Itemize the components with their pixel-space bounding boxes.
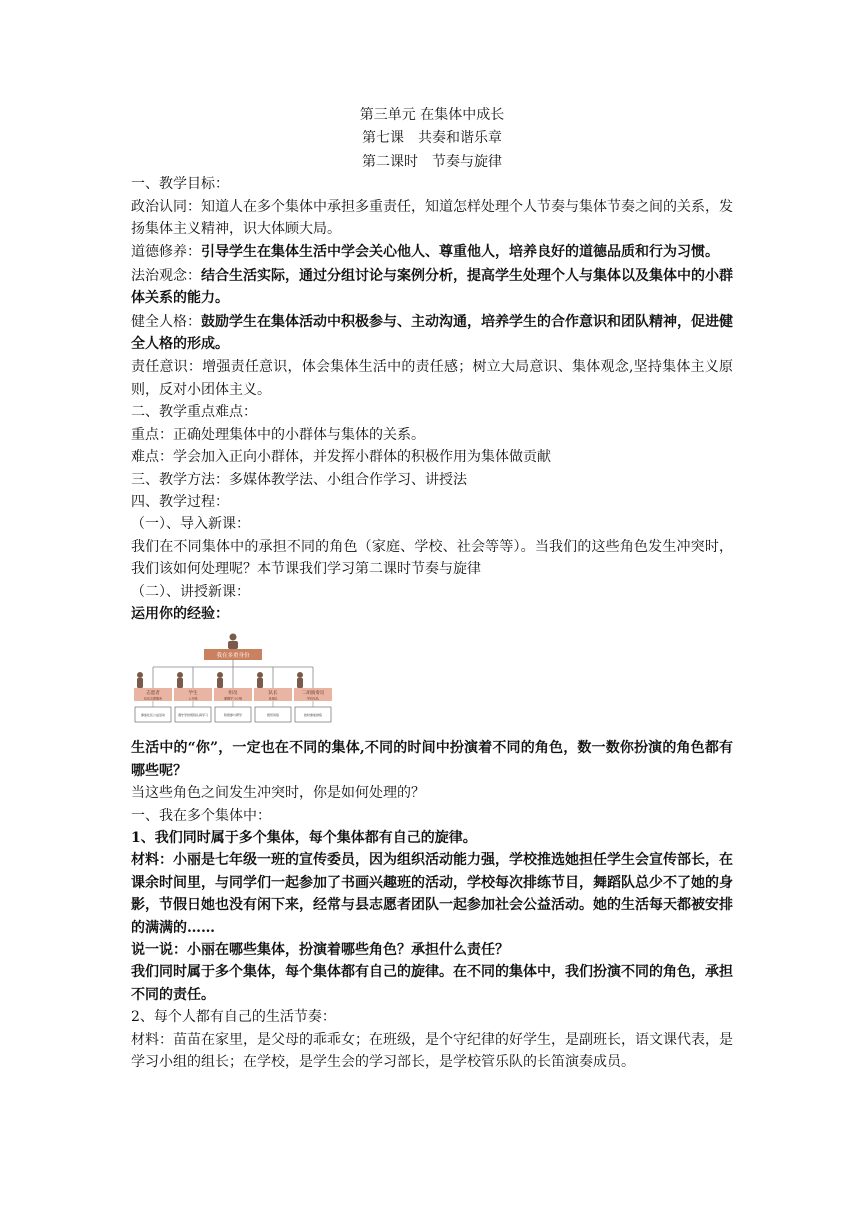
role-1-name: 志愿者: [146, 691, 160, 697]
material-2: 材料：苗苗在家里，是父母的乖乖女；在班级，是个守纪律的好学生，是副班长，语文课代表，是学习小组的组长；在学校，是学生会的学习部长，是学校管乐队的长笛演奏成员。: [131, 1031, 733, 1071]
role-4-name: 队长: [268, 691, 278, 697]
question-roles: 生活中的“你”，一定也在不同的集体,不同的时间中扮演着不同的角色，数一数你扮演的角色都有哪些呢？: [131, 740, 733, 779]
keypoint-difficulty: 难点：学会加入正向小群体，并发挥小群体的积极作用为集体做贡献: [131, 449, 551, 466]
duty-3: 积极参与研学: [223, 713, 243, 718]
keypoint-key: 重点：正确处理集体中的小群体与集体的关系。: [131, 426, 425, 443]
roles-diagram-svg: [131, 631, 336, 731]
keypoints-heading: 二、教学重点难点：: [131, 404, 257, 421]
top-person-head-icon: [230, 634, 237, 641]
duty-5: 按时参加排练: [303, 713, 323, 718]
point-2: 2、每个人都有自己的生活节奏：: [131, 1009, 336, 1026]
role-1-sub: 社区志愿服务: [143, 696, 163, 701]
role-5-name: 二胡演奏员: [301, 691, 325, 697]
section-multiple-groups: 一、我在多个集体中：: [131, 807, 271, 824]
role-1-person-icon: [137, 672, 143, 678]
period-title: 第二课时 节奏与旋律: [362, 153, 502, 170]
objective-moral: 道德修养：引导学生在集体生活中学会关心他人、尊重他人，培养良好的道德品质和行为习惯。: [131, 244, 719, 261]
objective-personality: 健全人格：鼓励学生在集体活动中积极参与、主动沟通，培养学生的合作意识和团队精神，促进健全人格的形成。: [131, 313, 733, 353]
unit-title: 第三单元 在集体中成长: [359, 107, 505, 123]
lesson-title: 第七课 共奏和谐乐章: [362, 130, 502, 147]
methods: 三、教学方法：多媒体教学法、小组合作学习、讲授法: [131, 471, 467, 488]
intro-text: 我们在不同集体中的承担不同的角色（家庭、学校、社会等等）。当我们的这些角色发生冲突时，我们该如何处理呢？本节课我们学习第二课时节奏与旋律: [131, 538, 733, 578]
role-5-sub: 学校乐队: [306, 696, 320, 701]
question-conflict: 当这些角色之间发生冲突时，你是如何处理的？: [131, 785, 425, 802]
objectives-heading: 一、教学目标：: [131, 176, 229, 193]
point-1: 1、我们同时属于多个集体，每个集体都有自己的旋律。: [131, 829, 477, 846]
process-heading: 四、教学过程：: [131, 493, 229, 510]
role-5-person-icon: [297, 672, 303, 678]
top-person-body-icon: [228, 641, 238, 649]
duty-1: 参加社区公益活动: [140, 713, 166, 718]
role-4-sub: 足球队: [268, 696, 278, 701]
duty-2: 遵守学校规则认真学习: [177, 713, 209, 718]
duty-4: 组织训练: [266, 713, 280, 718]
role-3-person-icon: [217, 672, 223, 678]
role-2-sub: 七年级: [188, 696, 198, 701]
role-3-sub: 课题学习小组: [223, 696, 243, 701]
objective-law: 法治观念：结合生活实际，通过分组讨论与案例分析，提高学生处理个人与集体以及集体中的小群体关系的能力。: [131, 267, 733, 307]
material-1: 材料：小丽是七年级一班的宣传委员，因为组织活动能力强，学校推选她担任学生会宣传部长，在课余时间里，与同学们一起参加了书画兴趣班的活动，学校每次排练节目，舞蹈队总少不了她的身影，节假日她也没有闲下来，经常与县志愿者团队一起参加社会公益活动。她的生活每天都被安排的满满的……: [131, 852, 733, 936]
top-role-label: 我在多重身份: [216, 653, 250, 660]
discuss-prompt: 说一说：小丽在哪些集体，扮演着哪些角色？承担什么责任？: [131, 942, 509, 958]
objective-responsibility: 责任意识：增强责任意识，体会集体生活中的责任感；树立大局意识、集体观念,坚持集体主义原则，反对小团体主义。: [131, 359, 733, 398]
intro-heading: （一）、导入新课：: [131, 516, 250, 533]
objective-political: 政治认同：知道人在多个集体中承担多重责任，知道怎样处理个人节奏与集体节奏之间的关系，发扬集体主义精神，识大体顾大局。: [131, 198, 733, 238]
lecture-heading: （二）、讲授新课：: [131, 583, 250, 600]
document-body: [131, 104, 733, 1073]
use-experience: 运用你的经验：: [131, 605, 229, 622]
conclusion: 我们同时属于多个集体，每个集体都有自己的旋律。在不同的集体中，我们扮演不同的角色，承担不同的责任。: [131, 964, 733, 1003]
role-2-person-icon: [177, 672, 183, 678]
role-4-person-icon: [257, 672, 263, 678]
role-3-name: 组员: [228, 691, 238, 697]
role-2-name: 学生: [188, 691, 198, 697]
roles-diagram: [131, 631, 336, 731]
